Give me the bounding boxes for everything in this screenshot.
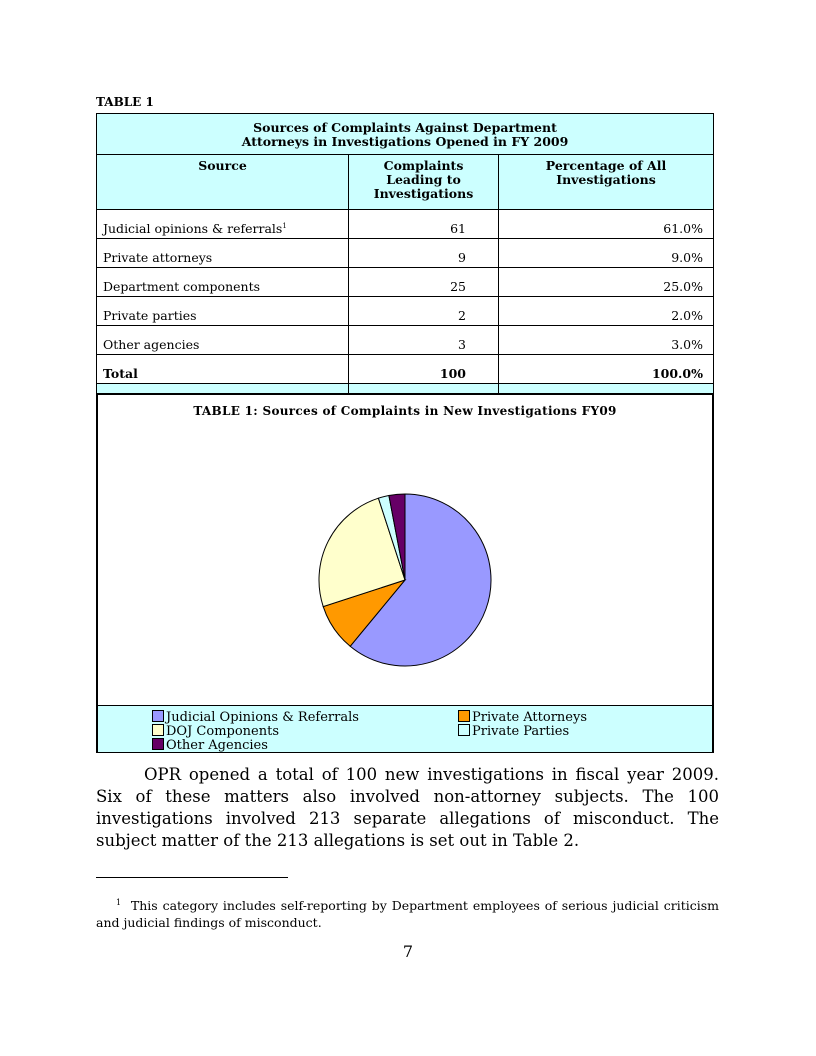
chart-legend xyxy=(98,705,712,752)
row-source: Private parties xyxy=(97,297,349,326)
table-label: TABLE 1 xyxy=(96,95,154,109)
legend-label: DOJ Components xyxy=(166,724,280,739)
table-row xyxy=(97,268,714,297)
row-percent: 25.0% xyxy=(499,268,714,297)
row-count: 2 xyxy=(349,297,499,326)
footnote xyxy=(96,894,719,931)
legend-label: Other Agencies xyxy=(166,738,268,753)
row-percent: 3.0% xyxy=(499,326,714,355)
header-percentage: Percentage of All Investigations xyxy=(499,155,714,210)
table-row xyxy=(97,210,714,239)
row-percent: 9.0% xyxy=(499,239,714,268)
legend-item xyxy=(458,710,587,725)
legend-item xyxy=(152,738,268,753)
legend-label: Private Parties xyxy=(472,724,570,739)
row-source: Other agencies xyxy=(97,326,349,355)
total-count: 100 xyxy=(349,355,499,384)
legend-item xyxy=(152,710,359,725)
total-percent: 100.0% xyxy=(499,355,714,384)
row-count: 3 xyxy=(349,326,499,355)
legend-item xyxy=(458,724,569,739)
table-row xyxy=(97,239,714,268)
table-caption-line1: Sources of Complaints Against Department xyxy=(253,120,557,135)
legend-swatch xyxy=(458,710,470,722)
footnote-text: This category includes self-reporting by Department employees of serious judicial criticism and judicial findings of misconduct. xyxy=(96,898,720,931)
pie-chart xyxy=(98,395,712,705)
legend-swatch xyxy=(152,710,164,722)
table-total-row xyxy=(97,355,714,384)
legend-label: Judicial Opinions & Referrals xyxy=(166,710,359,725)
row-source: Private attorneys xyxy=(97,239,349,268)
header-source: Source xyxy=(97,155,349,210)
footnote-divider xyxy=(96,877,288,878)
row-percent: 61.0% xyxy=(499,210,714,239)
page-number: 7 xyxy=(402,942,414,961)
table-caption xyxy=(97,114,714,155)
row-count: 25 xyxy=(349,268,499,297)
pie-chart-frame xyxy=(96,393,714,753)
row-percent: 2.0% xyxy=(499,297,714,326)
legend-swatch xyxy=(152,738,164,750)
chart-title: TABLE 1: Sources of Complaints in New Investigations FY09 xyxy=(193,404,617,418)
total-label: Total xyxy=(97,355,349,384)
table-caption-line2: Attorneys in Investigations Opened in FY 2009 xyxy=(241,134,569,149)
legend-swatch xyxy=(458,724,470,736)
footnote-ref: 1 xyxy=(282,221,287,230)
legend-swatch xyxy=(152,724,164,736)
legend-item xyxy=(152,724,279,739)
row-count: 9 xyxy=(349,239,499,268)
row-source: Department components xyxy=(97,268,349,297)
footnote-marker: 1 xyxy=(116,898,122,907)
header-complaints: Complaints Leading to Investigations xyxy=(349,155,499,210)
body-paragraph: OPR opened a total of 100 new investigations in fiscal year 2009. Six of these matters also involved non-attorney subjects. The 100 investigations involved 213 separate allegations of misconduct. The subject matter of the 213 allegations is set out in Table 2. xyxy=(96,765,719,850)
table-row xyxy=(97,297,714,326)
legend-label: Private Attorneys xyxy=(472,710,587,725)
sources-table xyxy=(96,113,714,409)
row-count: 61 xyxy=(349,210,499,239)
row-source: Judicial opinions & referrals$^1$ xyxy=(97,210,349,239)
table-row xyxy=(97,326,714,355)
